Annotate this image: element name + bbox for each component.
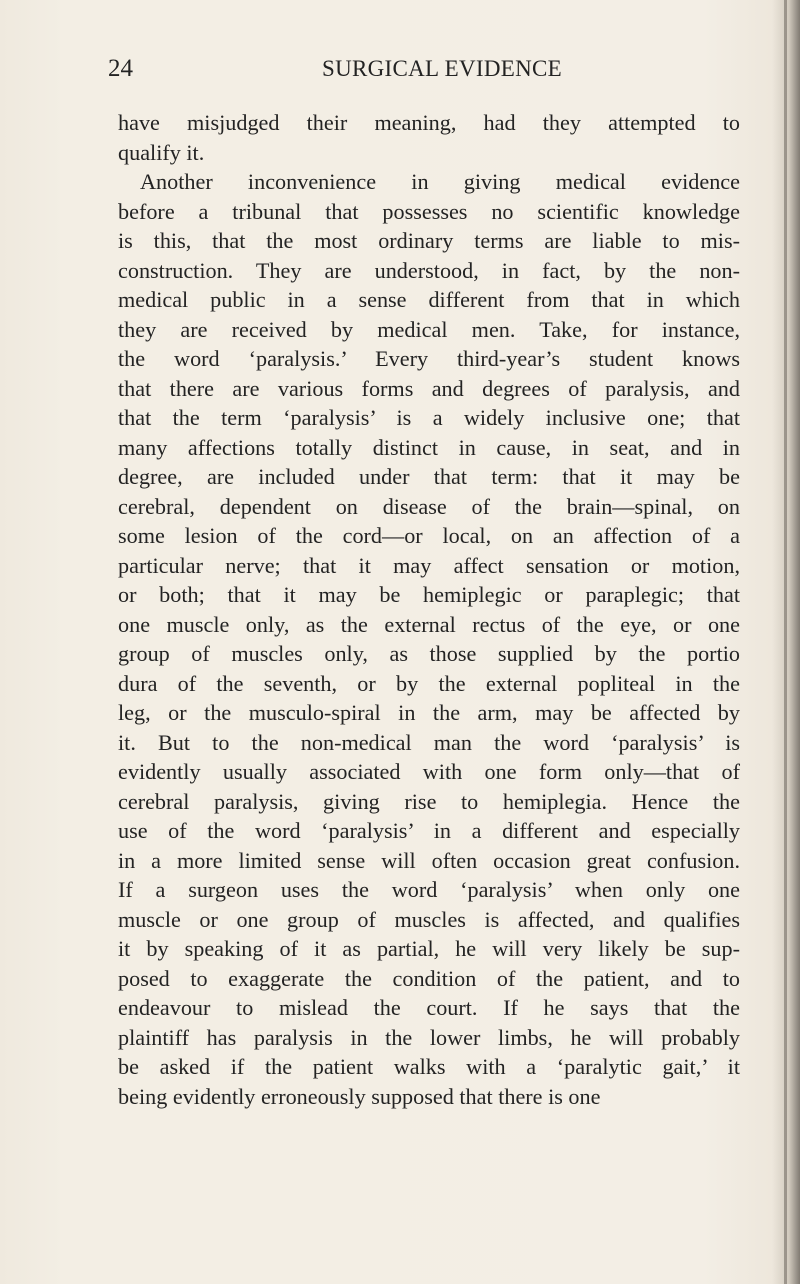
text-line: particular nerve; that it may affect sensation or motion, (118, 552, 740, 578)
text-line: or both; that it may be hemiplegic or paraplegic; that (118, 582, 740, 607)
text-line: before a tribunal that possesses no scientific knowledge (118, 198, 740, 224)
text-line: it. But to the non-medical man the word ‘paralysis’ is (118, 729, 740, 755)
text-line: construction. They are understood, in fact, by the non- (118, 257, 740, 283)
text-line: the word ‘paralysis.’ Every third-year’s student knows (118, 346, 740, 371)
text-line: many affections totally distinct in cause, in seat, and in (118, 434, 740, 460)
text-line: endeavour to mislead the court. If he says that the (118, 995, 740, 1020)
text-line: degree, are included under that term: that it may be (118, 464, 740, 489)
text-line: evidently usually associated with one form only—that of (118, 759, 740, 784)
body-text (118, 108, 740, 1111)
text-line: cerebral paralysis, giving rise to hemiplegia. Hence the (118, 788, 740, 814)
running-head: SURGICAL EVIDENCE (322, 56, 562, 81)
binding-edge (784, 0, 787, 1284)
text-line: being evidently erroneously supposed that there is one (118, 1083, 601, 1109)
text-line: qualify it. (118, 139, 205, 165)
text-line: posed to exaggerate the condition of the patient, and to (118, 965, 740, 991)
text-line: plaintiff has paralysis in the lower limbs, he will probably (118, 1024, 740, 1050)
text-line: have misjudged their meaning, had they attempted to (118, 110, 740, 135)
text-line: in a more limited sense will often occasion great confusion. (118, 847, 740, 873)
text-line: cerebral, dependent on disease of the brain—spinal, on (118, 493, 740, 519)
text-line: medical public in a sense different from that in which (118, 287, 740, 312)
page-number: 24 (108, 55, 133, 82)
text-line: that the term ‘paralysis’ is a widely inclusive one; that (118, 405, 740, 430)
text-line: dura of the seventh, or by the external popliteal in the (118, 670, 740, 696)
text-line: leg, or the musculo-spiral in the arm, may be affected by (118, 700, 740, 725)
text-line: that there are various forms and degrees of paralysis, and (118, 375, 740, 401)
text-line: group of muscles only, as those supplied by the portio (118, 641, 740, 666)
text-line: be asked if the patient walks with a ‘paralytic gait,’ it (118, 1054, 740, 1079)
text-line: is this, that the most ordinary terms are liable to mis- (118, 228, 740, 253)
text-line: some lesion of the cord—or local, on an affection of a (118, 523, 740, 548)
text-line: muscle or one group of muscles is affected, and qualifies (118, 906, 740, 932)
text-line: it by speaking of it as partial, he will very likely be sup- (118, 936, 740, 961)
text-line: Another inconvenience in giving medical evidence (140, 169, 740, 194)
text-line: If a surgeon uses the word ‘paralysis’ when only one (118, 877, 740, 902)
text-line: they are received by medical men. Take, for instance, (118, 316, 740, 342)
page-header (108, 54, 748, 88)
text-line: use of the word ‘paralysis’ in a different and especially (118, 818, 740, 843)
text-line: one muscle only, as the external rectus of the eye, or one (118, 611, 740, 637)
